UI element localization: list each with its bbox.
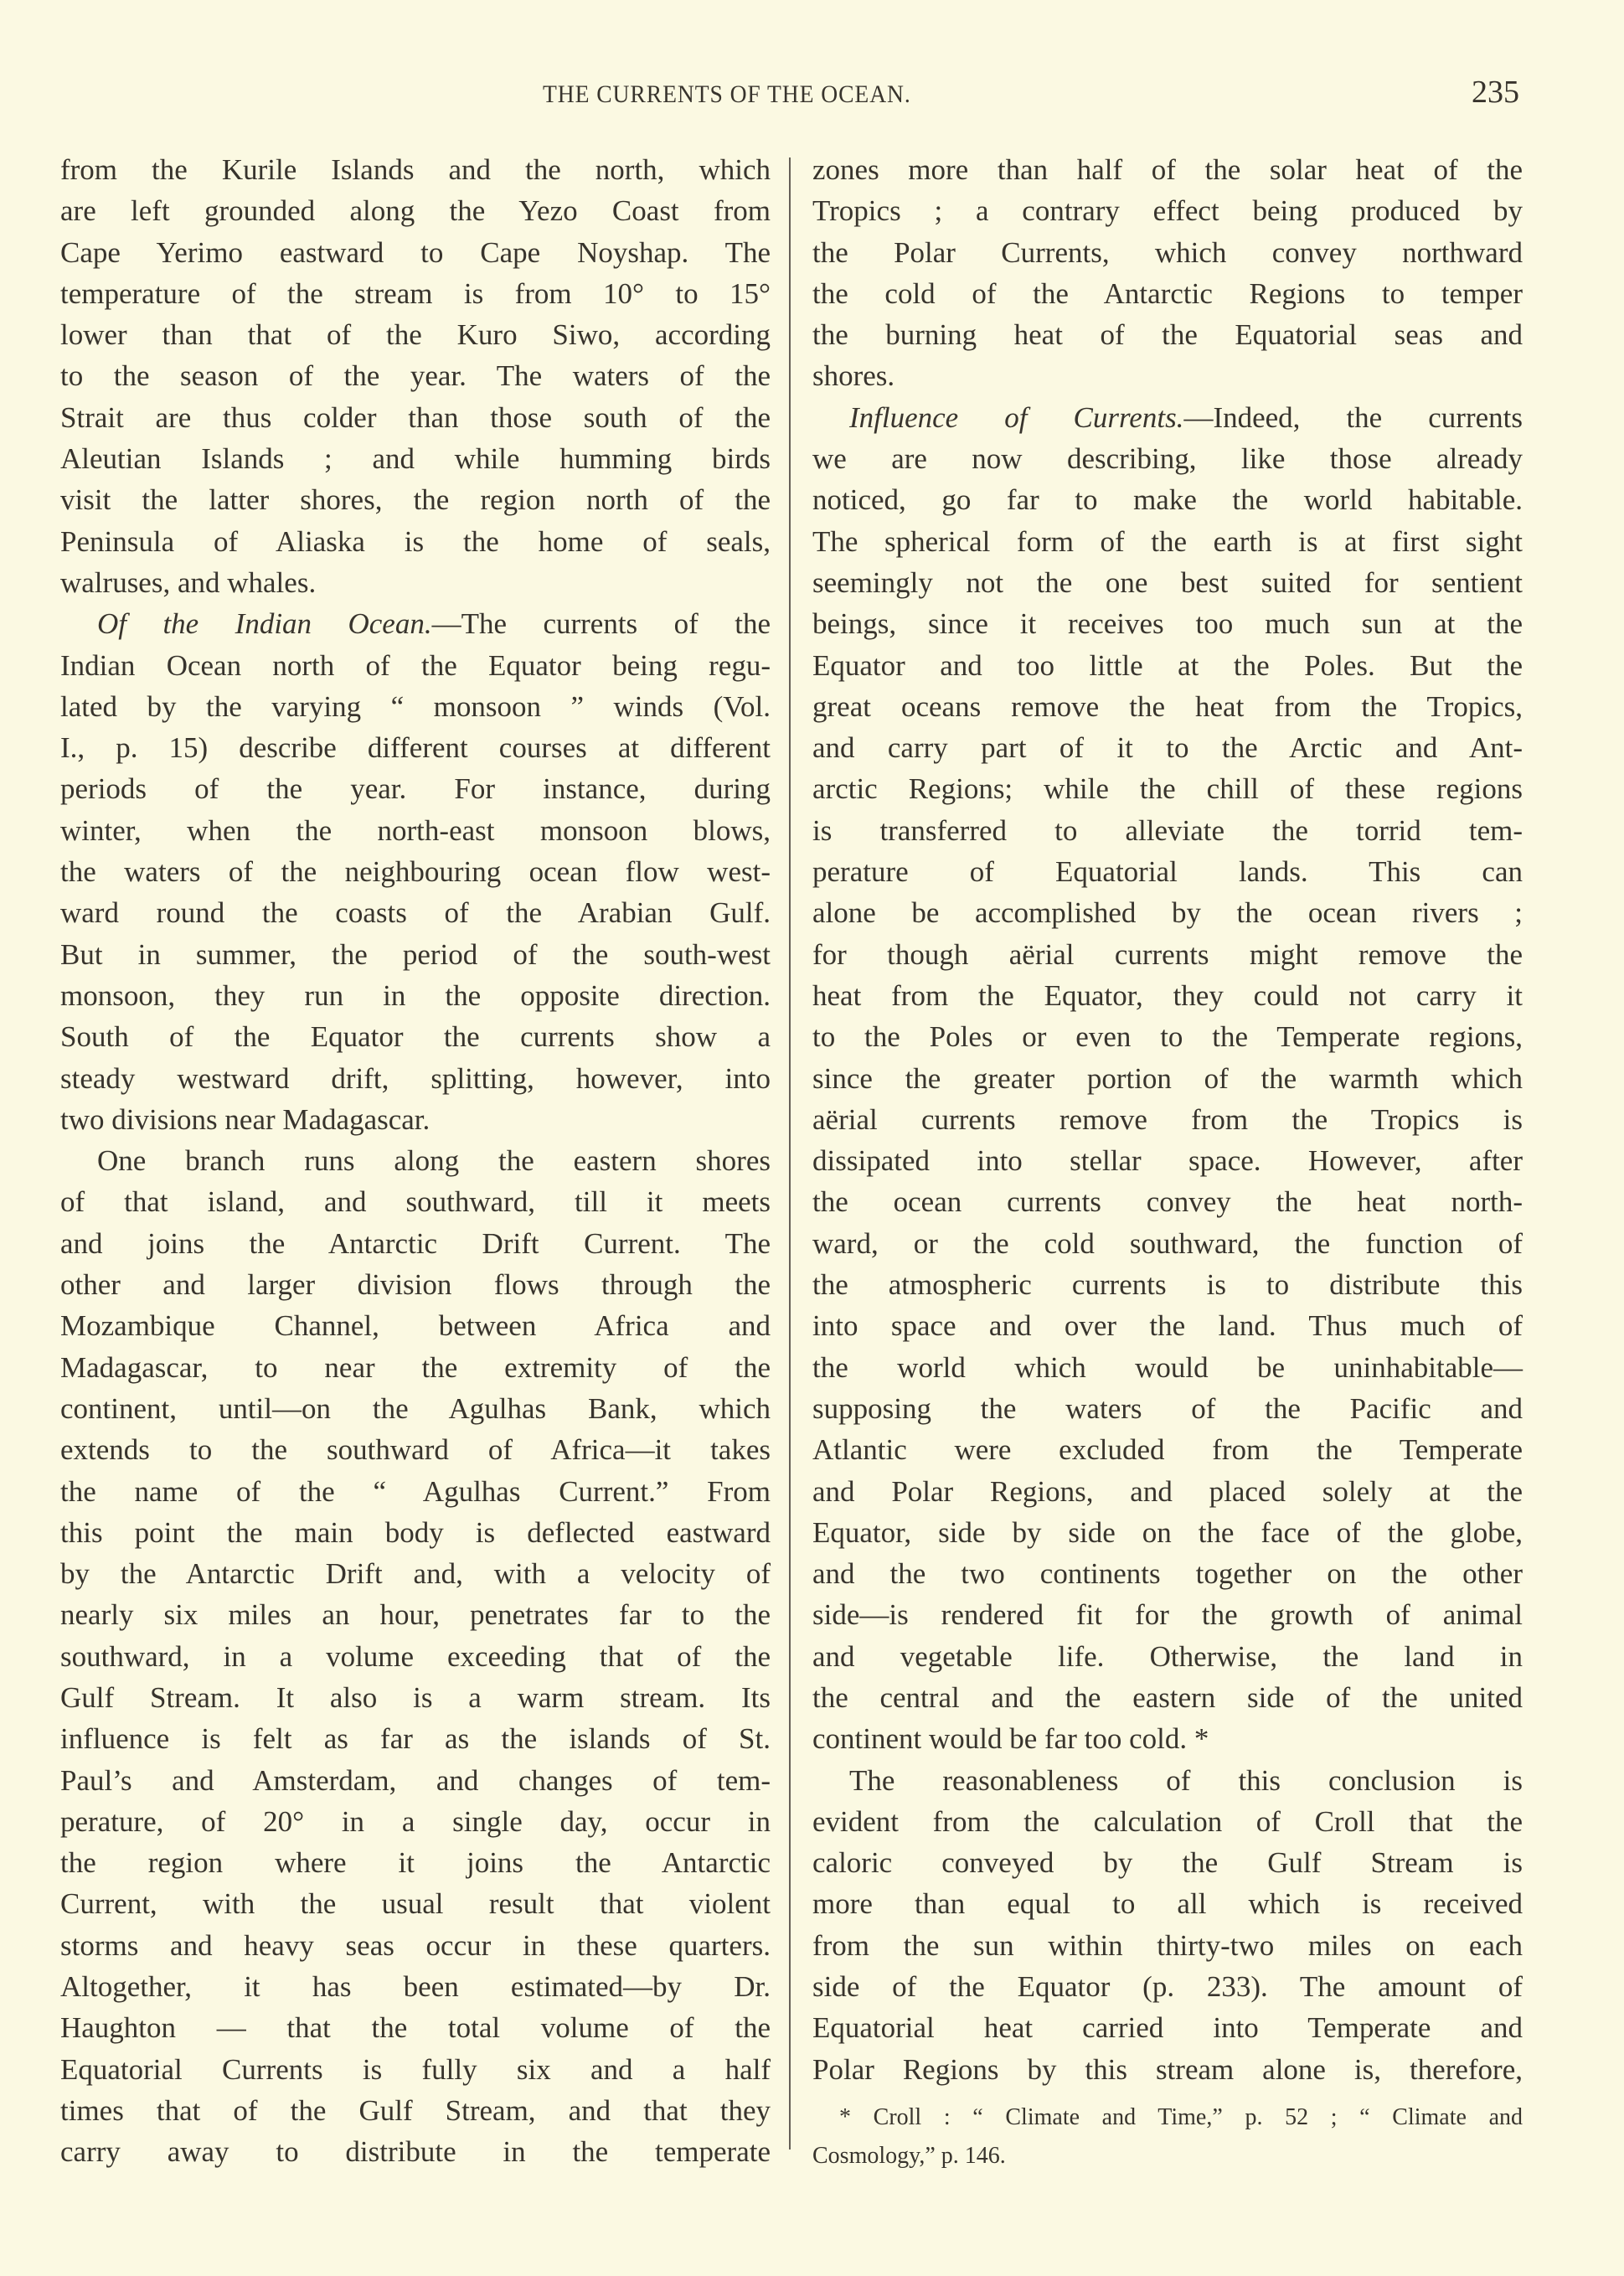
line-text: Equator and too little at the Poles. But the bbox=[812, 648, 1523, 682]
text-line bbox=[812, 2049, 1523, 2090]
line-text: Polar Regions by this stream alone is, therefore, bbox=[812, 2052, 1523, 2086]
line-text: lated by the varying “ monsoon ” winds (Vol. bbox=[60, 689, 771, 723]
text-line bbox=[812, 355, 1523, 396]
line-text: since the greater portion of the warmth which bbox=[812, 1061, 1523, 1095]
text-line bbox=[60, 1636, 771, 1677]
text-line bbox=[60, 562, 771, 603]
text-line bbox=[812, 314, 1523, 355]
text-line bbox=[60, 768, 771, 809]
text-line bbox=[812, 273, 1523, 314]
text-line bbox=[812, 2007, 1523, 2048]
text-line bbox=[812, 1842, 1523, 1883]
line-text: zones more than half of the solar heat of the bbox=[812, 153, 1523, 186]
line-text: noticed, go far to make the world habitable. bbox=[812, 483, 1523, 517]
line-text: extends to the southward of Africa—it takes bbox=[60, 1433, 771, 1467]
text-line bbox=[812, 1429, 1523, 1470]
text-line bbox=[60, 1058, 771, 1099]
text-line bbox=[60, 2090, 771, 2131]
line-text: beings, since it receives too much sun at the bbox=[812, 607, 1523, 641]
line-text: shores. bbox=[812, 359, 895, 393]
line-text: we are now describing, like those already bbox=[812, 442, 1523, 476]
line-text: side of the Equator (p. 233). The amount of bbox=[812, 1970, 1523, 2004]
line-text: * Croll : “ Climate and Time,” p. 52 ; “ Climate and bbox=[839, 2104, 1523, 2130]
line-text: Equator, side by side on the face of the globe, bbox=[812, 1515, 1523, 1549]
running-title: THE CURRENTS OF THE OCEAN. bbox=[543, 80, 911, 108]
text-line bbox=[812, 1058, 1523, 1099]
line-text: of that island, and southward, till it meets bbox=[60, 1185, 771, 1219]
text-line bbox=[60, 190, 771, 231]
text-line bbox=[812, 768, 1523, 809]
line-text: Equatorial Currents is fully six and a half bbox=[60, 2052, 771, 2086]
line-text: Madagascar, to near the extremity of the bbox=[60, 1350, 771, 1384]
line-text: —The currents of the bbox=[431, 607, 771, 641]
line-text: and the two continents together on the other bbox=[812, 1557, 1523, 1591]
footnote bbox=[812, 2098, 1523, 2175]
line-text: Haughton — that the total volume of the bbox=[60, 2011, 771, 2045]
line-text: the Polar Currents, which convey northward bbox=[812, 235, 1523, 269]
line-text: the central and the eastern side of the united bbox=[812, 1680, 1523, 1714]
text-line bbox=[60, 521, 771, 562]
line-text: Indian Ocean north of the Equator being regu- bbox=[60, 648, 771, 682]
line-text: other and larger division flows through the bbox=[60, 1268, 771, 1302]
text-line bbox=[812, 1388, 1523, 1429]
line-text: visit the latter shores, the region north of the bbox=[60, 483, 771, 517]
text-line bbox=[60, 232, 771, 273]
text-line bbox=[60, 1181, 771, 1222]
text-line bbox=[812, 1553, 1523, 1594]
line-text: for though aërial currents might remove the bbox=[812, 937, 1523, 971]
text-line bbox=[812, 562, 1523, 603]
text-line bbox=[812, 1471, 1523, 1512]
text-line bbox=[812, 1883, 1523, 1924]
line-text: But in summer, the period of the south-west bbox=[60, 937, 771, 971]
text-line bbox=[60, 479, 771, 520]
text-line bbox=[812, 1223, 1523, 1264]
left-column bbox=[60, 149, 771, 2173]
line-text: Strait are thus colder than those south of the bbox=[60, 400, 771, 434]
line-text: steady westward drift, splitting, however, into bbox=[60, 1061, 771, 1095]
line-text: perature of Equatorial lands. This can bbox=[812, 855, 1523, 889]
text-line bbox=[60, 397, 771, 438]
text-line bbox=[60, 1594, 771, 1635]
text-line bbox=[812, 1181, 1523, 1222]
line-text: and Polar Regions, and placed solely at the bbox=[812, 1474, 1523, 1508]
text-line bbox=[812, 1016, 1523, 1057]
text-line bbox=[812, 521, 1523, 562]
line-text: Gulf Stream. It also is a warm stream. Its bbox=[60, 1680, 771, 1714]
line-text: the cold of the Antarctic Regions to temper bbox=[812, 276, 1523, 310]
line-text: the region where it joins the Antarctic bbox=[60, 1846, 771, 1880]
line-text: to the Poles or even to the Temperate regions, bbox=[812, 1020, 1523, 1054]
line-text: is transferred to alleviate the torrid tem- bbox=[812, 813, 1523, 847]
line-text: the atmospheric currents is to distribute this bbox=[812, 1268, 1523, 1302]
line-text: storms and heavy seas occur in these quarters. bbox=[60, 1928, 771, 1962]
text-line bbox=[812, 1718, 1523, 1759]
line-text: into space and over the land. Thus much of bbox=[812, 1309, 1523, 1343]
text-line bbox=[812, 2098, 1523, 2137]
line-text: carry away to distribute in the temperate bbox=[60, 2135, 771, 2169]
text-line bbox=[812, 2137, 1523, 2175]
text-line bbox=[60, 2007, 771, 2048]
text-line bbox=[812, 810, 1523, 851]
line-text: One branch runs along the eastern shores bbox=[97, 1144, 771, 1178]
line-text: winter, when the north-east monsoon blows, bbox=[60, 813, 771, 847]
running-head bbox=[0, 74, 1624, 116]
text-line bbox=[812, 190, 1523, 231]
line-text: evident from the calculation of Croll that the bbox=[812, 1804, 1523, 1838]
text-line bbox=[812, 1512, 1523, 1553]
line-text: by the Antarctic Drift and, with a velocity of bbox=[60, 1557, 771, 1591]
line-text: The reasonableness of this conclusion is bbox=[849, 1763, 1523, 1797]
line-text: —Indeed, the currents bbox=[1183, 400, 1523, 434]
text-line bbox=[60, 1718, 771, 1759]
text-line bbox=[812, 438, 1523, 479]
text-line bbox=[812, 232, 1523, 273]
line-text: the waters of the neighbouring ocean flow west- bbox=[60, 855, 771, 889]
text-line bbox=[60, 2049, 771, 2090]
text-line bbox=[60, 1223, 771, 1264]
line-text: South of the Equator the currents show a bbox=[60, 1020, 771, 1054]
line-text: Paul’s and Amsterdam, and changes of tem- bbox=[60, 1763, 771, 1797]
line-text: lower than that of the Kuro Siwo, according bbox=[60, 318, 771, 352]
line-text: walruses, and whales. bbox=[60, 565, 317, 599]
right-column bbox=[812, 149, 1523, 2090]
line-text: I., p. 15) describe different courses at different bbox=[60, 731, 771, 765]
text-line bbox=[60, 149, 771, 190]
text-line bbox=[60, 314, 771, 355]
line-text: Cape Yerimo eastward to Cape Noyshap. The bbox=[60, 235, 771, 269]
text-line bbox=[60, 1471, 771, 1512]
line-text: the name of the “ Agulhas Current.” From bbox=[60, 1474, 771, 1508]
text-line bbox=[60, 1966, 771, 2007]
line-text: are left grounded along the Yezo Coast from bbox=[60, 194, 771, 228]
line-text: times that of the Gulf Stream, and that they bbox=[60, 2093, 771, 2127]
line-text: from the Kurile Islands and the north, which bbox=[60, 153, 771, 186]
line-text: and joins the Antarctic Drift Current. The bbox=[60, 1226, 771, 1260]
line-text: the ocean currents convey the heat north- bbox=[812, 1185, 1523, 1219]
text-line bbox=[812, 934, 1523, 975]
line-text: to the season of the year. The waters of the bbox=[60, 359, 771, 393]
line-text: periods of the year. For instance, during bbox=[60, 772, 771, 806]
text-line bbox=[60, 975, 771, 1016]
text-line bbox=[60, 810, 771, 851]
text-line bbox=[812, 149, 1523, 190]
text-line bbox=[812, 1925, 1523, 1966]
text-line bbox=[60, 438, 771, 479]
line-text: two divisions near Madagascar. bbox=[60, 1102, 430, 1136]
text-line bbox=[812, 397, 1523, 438]
text-line bbox=[812, 603, 1523, 644]
line-text: alone be accomplished by the ocean rivers ; bbox=[812, 896, 1523, 930]
text-line bbox=[812, 645, 1523, 686]
section-heading: Of the Indian Ocean. bbox=[97, 607, 432, 641]
line-text: perature, of 20° in a single day, occur in bbox=[60, 1804, 771, 1838]
text-line bbox=[812, 851, 1523, 892]
text-line bbox=[60, 851, 771, 892]
line-text: the world which would be uninhabitable— bbox=[812, 1350, 1523, 1384]
text-line bbox=[60, 1512, 771, 1553]
text-line bbox=[812, 1347, 1523, 1388]
text-line bbox=[60, 1347, 771, 1388]
line-text: Equatorial heat carried into Temperate and bbox=[812, 2011, 1523, 2045]
text-line bbox=[60, 892, 771, 933]
text-line bbox=[812, 1636, 1523, 1677]
line-text: Altogether, it has been estimated—by Dr. bbox=[60, 1970, 771, 2004]
line-text: seemingly not the one best suited for sentient bbox=[812, 565, 1523, 599]
line-text: The spherical form of the earth is at first sight bbox=[812, 524, 1523, 558]
text-line bbox=[60, 934, 771, 975]
text-line bbox=[60, 2131, 771, 2172]
text-line bbox=[60, 1099, 771, 1140]
section-heading: Influence of Currents. bbox=[849, 400, 1184, 434]
line-text: heat from the Equator, they could not carry it bbox=[812, 978, 1523, 1012]
text-line bbox=[60, 1883, 771, 1924]
line-text: monsoon, they run in the opposite direction. bbox=[60, 978, 771, 1012]
line-text: the burning heat of the Equatorial seas and bbox=[812, 318, 1523, 352]
line-text: Cosmology,” p. 146. bbox=[812, 2143, 1006, 2169]
line-text: ward round the coasts of the Arabian Gulf. bbox=[60, 896, 771, 930]
line-text: Tropics ; a contrary effect being produced by bbox=[812, 194, 1523, 228]
line-text: side—is rendered fit for the growth of animal bbox=[812, 1598, 1523, 1632]
text-line bbox=[60, 273, 771, 314]
text-line bbox=[812, 1677, 1523, 1718]
text-line bbox=[60, 355, 771, 396]
text-line bbox=[812, 1760, 1523, 1801]
line-text: southward, in a volume exceeding that of the bbox=[60, 1639, 771, 1673]
text-line bbox=[812, 1801, 1523, 1842]
text-line bbox=[60, 645, 771, 686]
line-text: great oceans remove the heat from the Tropics, bbox=[812, 689, 1523, 723]
text-line bbox=[60, 727, 771, 768]
text-line bbox=[812, 1594, 1523, 1635]
text-line bbox=[60, 1140, 771, 1181]
line-text: aërial currents remove from the Tropics is bbox=[812, 1102, 1523, 1136]
text-line bbox=[60, 1925, 771, 1966]
text-line bbox=[60, 603, 771, 644]
line-text: from the sun within thirty-two miles on each bbox=[812, 1928, 1523, 1962]
text-line bbox=[812, 1140, 1523, 1181]
line-text: Peninsula of Aliaska is the home of seals, bbox=[60, 524, 771, 558]
line-text: ward, or the cold southward, the function of bbox=[812, 1226, 1523, 1260]
line-text: nearly six miles an hour, penetrates far to the bbox=[60, 1598, 771, 1632]
line-text: continent would be far too cold. * bbox=[812, 1722, 1209, 1756]
text-line bbox=[812, 892, 1523, 933]
line-text: supposing the waters of the Pacific and bbox=[812, 1391, 1523, 1425]
text-line bbox=[60, 1429, 771, 1470]
text-line bbox=[60, 1801, 771, 1842]
text-line bbox=[812, 975, 1523, 1016]
line-text: arctic Regions; while the chill of these regions bbox=[812, 772, 1523, 806]
text-line bbox=[812, 1099, 1523, 1140]
text-line bbox=[60, 1305, 771, 1346]
text-line bbox=[812, 1305, 1523, 1346]
text-line bbox=[60, 1842, 771, 1883]
line-text: Aleutian Islands ; and while humming birds bbox=[60, 442, 771, 476]
line-text: temperature of the stream is from 10° to 15° bbox=[60, 276, 771, 310]
text-line bbox=[60, 686, 771, 727]
text-line bbox=[812, 1966, 1523, 2007]
text-line bbox=[812, 686, 1523, 727]
line-text: caloric conveyed by the Gulf Stream is bbox=[812, 1846, 1523, 1880]
line-text: continent, until—on the Agulhas Bank, which bbox=[60, 1391, 771, 1425]
text-line bbox=[60, 1553, 771, 1594]
page-number: 235 bbox=[1472, 75, 1519, 110]
text-line bbox=[60, 1760, 771, 1801]
line-text: Atlantic were excluded from the Temperate bbox=[812, 1433, 1523, 1467]
line-text: Mozambique Channel, between Africa and bbox=[60, 1309, 771, 1343]
line-text: more than equal to all which is received bbox=[812, 1887, 1523, 1921]
line-text: and vegetable life. Otherwise, the land in bbox=[812, 1639, 1523, 1673]
text-line bbox=[812, 727, 1523, 768]
text-line bbox=[60, 1388, 771, 1429]
text-line bbox=[60, 1016, 771, 1057]
line-text: this point the main body is deflected eastward bbox=[60, 1515, 771, 1549]
line-text: dissipated into stellar space. However, after bbox=[812, 1144, 1523, 1178]
text-line bbox=[60, 1677, 771, 1718]
text-line bbox=[812, 1264, 1523, 1305]
text-line bbox=[812, 479, 1523, 520]
line-text: and carry part of it to the Arctic and Ant- bbox=[812, 731, 1523, 765]
line-text: Current, with the usual result that violent bbox=[60, 1887, 771, 1921]
column-rule bbox=[789, 157, 791, 2150]
text-line bbox=[60, 1264, 771, 1305]
line-text: influence is felt as far as the islands of St. bbox=[60, 1722, 771, 1756]
